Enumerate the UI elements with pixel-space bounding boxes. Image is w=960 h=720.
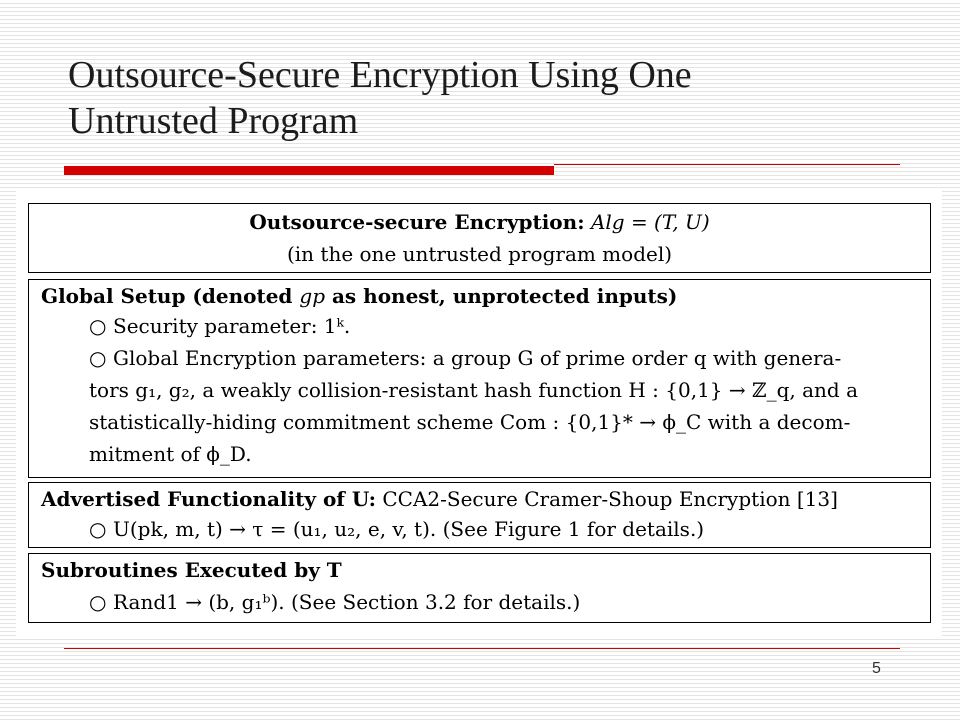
advertised-heading	[41, 487, 838, 511]
box-header-title-math: Alg = (T, U)	[590, 210, 710, 234]
slide-title	[68, 52, 928, 144]
setup-item-params-l1	[89, 346, 841, 370]
advertised-item-text: U(pk, m, t) → τ = (u₁, u₂, e, v, t). (See Figure 1 for details.)	[113, 517, 705, 541]
page-number: 5	[872, 660, 881, 677]
bullet-circle-icon: ○	[89, 346, 107, 370]
title-underline-thick	[64, 166, 554, 175]
slide-title-line2: Untrusted Program	[68, 100, 359, 142]
box-header-title-bold: Outsource-secure Encryption:	[249, 210, 585, 234]
setup-item-params-l3: statistically-hiding commitment scheme Com : {0,1}* → ϕ_C with a decom-	[89, 410, 851, 434]
bullet-circle-icon: ○	[89, 590, 107, 614]
setup-item1-text: Security parameter: 1ᵏ.	[113, 314, 351, 338]
box-header-title	[29, 210, 930, 234]
subroutines-item	[89, 590, 580, 614]
footer-rule	[64, 648, 900, 649]
box-global-setup	[28, 279, 931, 478]
box-header	[28, 203, 931, 273]
slide-title-line1: Outsource-Secure Encryption Using One	[68, 54, 692, 96]
setup-item-security	[89, 314, 350, 338]
setup-item-params-l4: mitment of ϕ_D.	[89, 442, 252, 466]
box-header-subtitle: (in the one untrusted program model)	[286, 242, 673, 266]
setup-heading-gp: gp	[299, 284, 325, 308]
setup-heading-a: Global Setup (denoted	[41, 284, 293, 308]
setup-heading	[41, 284, 677, 308]
title-underline-thin	[554, 164, 900, 165]
advertised-heading-rest: CCA2-Secure Cramer-Shoup Encryption [13]	[382, 487, 838, 511]
box-subroutines	[28, 553, 931, 623]
advertised-item	[89, 517, 704, 541]
setup-item2-l1-text: Global Encryption parameters: a group G of prime order q with genera-	[113, 346, 842, 370]
setup-item-params-l2: tors g₁, g₂, a weakly collision-resistant hash function H : {0,1} → ℤ_q, and a	[89, 378, 859, 402]
setup-heading-b: as honest, unprotected inputs)	[331, 284, 678, 308]
subroutines-item-text: Rand1 → (b, g₁ᵇ). (See Section 3.2 for details.)	[113, 590, 581, 614]
subroutines-heading: Subroutines Executed by T	[41, 558, 342, 582]
bullet-circle-icon: ○	[89, 517, 107, 541]
advertised-heading-bold: Advertised Functionality of U:	[41, 487, 376, 511]
bullet-circle-icon: ○	[89, 314, 107, 338]
box-advertised	[28, 482, 931, 548]
